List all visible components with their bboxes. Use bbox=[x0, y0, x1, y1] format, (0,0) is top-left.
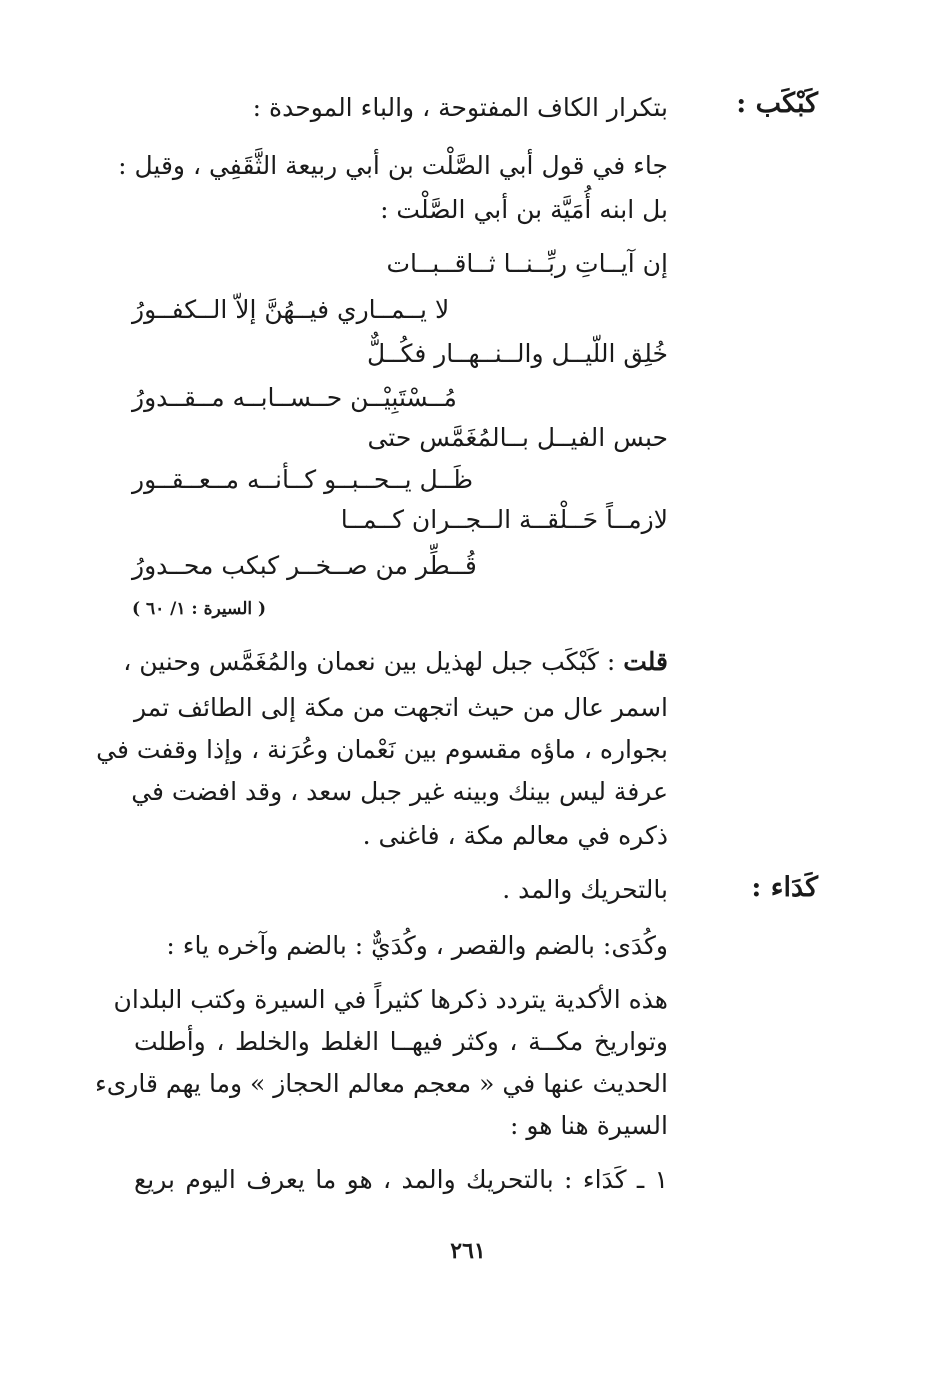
kadaa-paragraph-line-3: الحديث عنها في « معجم معالم الحجاز » وما يهم قارىء bbox=[94, 1069, 668, 1098]
poem-verse-4b: قُــطِّر من صــخــر كبكب محــدورُ bbox=[132, 551, 477, 580]
headword-kabkab: كَبْكَب : bbox=[736, 88, 818, 119]
entry-kadaa-definition: بالتحريك والمد . bbox=[502, 875, 668, 904]
note-line-5: ذكره في معالم مكة ، فاغنى . bbox=[362, 821, 668, 850]
note-line-1-text: : كَبْكَب جبل لهذيل بين نعمان والمُغَمَّس وحنين ، bbox=[123, 647, 616, 676]
poem-verse-3a: حبس الفيــل بــالمُغَمَّس حتى bbox=[367, 423, 668, 452]
entry-kabkab-definition: بتكرار الكاف المفتوحة ، والباء الموحدة : bbox=[252, 93, 668, 122]
kadaa-item-1: ١ ـ كَدَاء : بالتحريك والمد ، هو ما يعرف اليوم بريع bbox=[134, 1165, 668, 1194]
entry-kabkab-citation-line2: بل ابنه أُمَيَّة بن أبي الصَّلْت : bbox=[380, 195, 668, 224]
page-number: ٢٦١ bbox=[450, 1238, 486, 1264]
poem-verse-1a: إن آيــاتِ ربِّــنــا ثــاقــبــات bbox=[386, 249, 668, 278]
poem-verse-2a: خُلِق اللّيــل والــنــهــار فكُــلٌّ bbox=[366, 339, 668, 368]
poem-verse-3b: ظَــل يــحــبــو كــأنــه مــعــقــور bbox=[132, 465, 474, 494]
poem-verse-4a: لازمــاً حَــلْقــة الــجــران كــمــا bbox=[340, 505, 668, 534]
note-line-2: اسمر عال من حيث اتجهت من مكة إلى الطائف تمر bbox=[134, 693, 668, 722]
note-label: قلت bbox=[623, 647, 668, 676]
kadaa-paragraph-line-1: هذه الأكدية يتردد ذكرها كثيراً في السيرة وكتب البلدان bbox=[113, 985, 668, 1014]
kadaa-paragraph-line-2: وتواريخ مكــة ، وكثر فيهــا الغلط والخلط ، وأطلت bbox=[134, 1027, 668, 1056]
headword-kadaa: كَدَاء : bbox=[751, 872, 818, 903]
poem-verse-1b: لا يــمــاري فيــهُنَّ إلاّ الــكفــورُ bbox=[132, 295, 450, 324]
poem-source-citation: ( السيرة : ١/ ٦٠ ) bbox=[132, 599, 267, 619]
entry-kadaa-variants: وكُدَى: بالضم والقصر ، وكُدَيٌّ : بالضم وآخره ياء : bbox=[166, 931, 668, 960]
note-line-4: عرفة ليس بينك وبينه غير جبل سعد ، وقد افضت في bbox=[131, 777, 668, 806]
kadaa-paragraph-line-4: السيرة هنا هو : bbox=[509, 1111, 668, 1140]
entry-kabkab-citation-line1: جاء في قول أبي الصَّلْت بن أبي ربيعة الثَّقَفِي ، وقيل : bbox=[118, 151, 668, 180]
note-line-3: بجواره ، ماؤه مقسوم بين نَعْمان وعُرَنة ، وإذا وقفت في bbox=[96, 735, 668, 764]
poem-verse-2b: مُــسْتَبِيْــن حــســابــه مــقــدورُ bbox=[132, 383, 457, 412]
note-line-1 bbox=[123, 642, 668, 682]
